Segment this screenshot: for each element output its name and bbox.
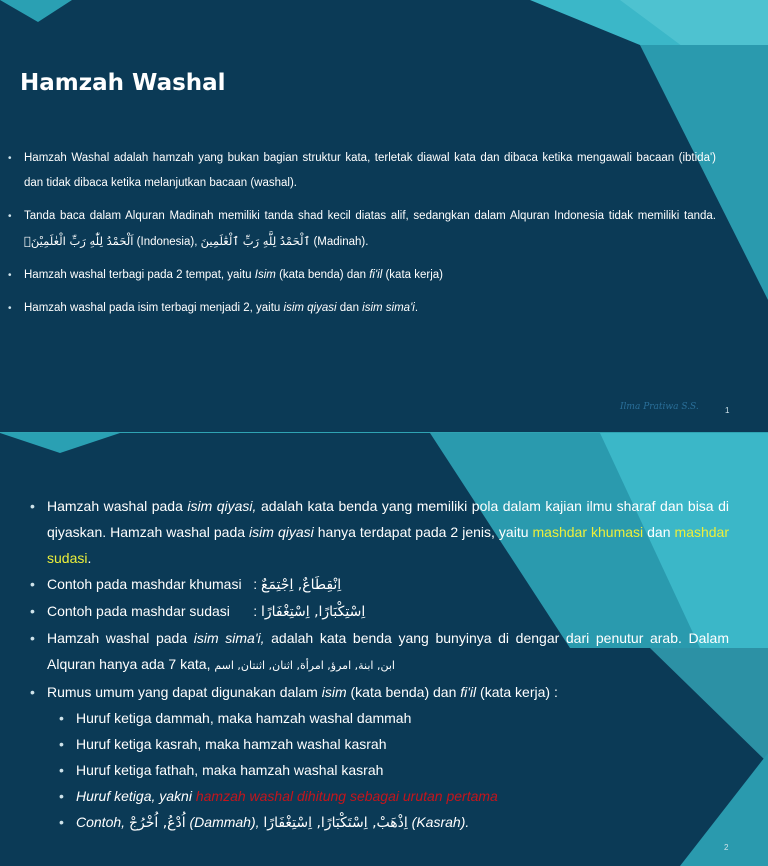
bullet-text: Rumus umum yang dapat digunakan dalam (47, 684, 322, 700)
italic-term: fi'il (369, 269, 383, 281)
bullet-text: Contoh pada mashdar sudasi : (47, 603, 262, 619)
bullet-item (47, 598, 729, 625)
italic-term: isim qiyasi, (187, 498, 257, 514)
italic-term: isim sima'i, (193, 630, 265, 646)
sub-bullet-item: • Huruf ketiga dammah, maka hamzah washal dammah (76, 705, 729, 731)
sub-bullet-item: • Huruf ketiga fathah, maka hamzah washal kasrah (76, 757, 729, 783)
arabic-text: ابن, ابنة, امرؤ, امرأة, اثنان, اثنتان, اسم (214, 659, 395, 672)
bullet-text: Contoh pada mashdar khumasi : (47, 576, 262, 592)
bullet-text: (kata kerja) : (476, 684, 558, 700)
author-signature: Ilma Pratiwa S.S. (620, 402, 699, 412)
bullet-text: (Indonesia), (133, 236, 201, 248)
highlight-term: mashdar sudasi (47, 524, 729, 566)
bullet-text: (kata benda) dan (275, 269, 370, 281)
bullet-text: adalah kata benda yang memiliki pola dalam kajian ilmu sharaf dan bisa di qiyaskan. Hamzah washal pada (47, 498, 729, 540)
bullet-item (47, 679, 729, 836)
bullet-item (47, 625, 729, 679)
italic-term: isim qiyasi (283, 302, 337, 314)
bullet-text: Tanda baca dalam Alquran Madinah memiliki tanda shad kecil diatas alif, sedangkan dalam Alquran Indonesia tidak memiliki tanda. (24, 210, 716, 222)
bullet-text: Hamzah washal terbagi pada 2 tempat, yaitu (24, 269, 255, 281)
slide-1 (0, 0, 768, 432)
sub-bullet-item (76, 809, 729, 836)
bullet-text: Contoh, (76, 814, 129, 830)
italic-term: Isim (254, 269, 276, 281)
top-left-triangle (0, 433, 120, 453)
italic-term: isim sima'i (362, 302, 415, 314)
bullet-list (24, 146, 716, 329)
arabic-text: ٱلْحَمْدُ لِلَّهِ رَبِّ ٱلْعَٰلَمِينَ (200, 234, 311, 248)
bullet-text: Hamzah Washal adalah hamzah yang bukan bagian struktur kata, terletak diawal kata dan dibaca ketika mengawali bacaan (ibtida') dan tidak dibaca ketika melanjutkan bacaan (washal). (24, 152, 716, 189)
bullet-text: Huruf ketiga, yakni (76, 788, 196, 804)
bullet-text: . (87, 550, 92, 566)
bullet-item (24, 296, 716, 321)
bullet-text: dan (336, 302, 363, 314)
bullet-text: hanya terdapat pada 2 jenis, yaitu (313, 524, 533, 540)
slide-2 (0, 433, 768, 866)
bullet-text: adalah kata benda yang bunyinya di dengar dari penutur arab. Dalam Alquran hanya ada 7 kata, (47, 630, 729, 672)
arabic-text: اُدْعُ, اُخْرُجْ (128, 815, 186, 831)
bullet-text: dan (643, 524, 675, 540)
bullet-text: Hamzah washal pada (47, 498, 188, 514)
highlight-term: mashdar khumasi (532, 524, 644, 540)
italic-term: isim (321, 684, 347, 700)
bullet-text: (Kasrah). (407, 814, 470, 830)
bullet-text: (kata kerja) (382, 269, 443, 281)
sub-bullet-item (76, 783, 729, 809)
bullet-item (47, 493, 729, 571)
bullet-text: Hamzah washal pada (47, 630, 194, 646)
slide-title: Hamzah Washal (20, 70, 226, 96)
page-number: 2 (724, 843, 729, 852)
bullet-text: (kata benda) dan (346, 684, 461, 700)
arabic-text: اِسْتِكْبَارًا, اِسْتِغْفَارًا (261, 604, 366, 620)
italic-term: fi'il (460, 684, 477, 700)
bullet-list (47, 493, 729, 836)
highlight-term: hamzah washal dihitung sebagai urutan pertama (195, 788, 498, 804)
sub-bullet-item: • Huruf ketiga kasrah, maka hamzah washal kasrah (76, 731, 729, 757)
bullet-item (24, 204, 716, 255)
bullet-text: (Dammah), (185, 814, 264, 830)
arabic-text: اَلْحَمْدُ لِلّٰهِ رَبِّ الْعٰلَمِيْنَۙ (24, 234, 134, 248)
bullet-text: Hamzah washal pada isim terbagi menjadi 2, yaitu (24, 302, 284, 314)
page-number: 1 (725, 406, 730, 415)
sub-bullet-list (76, 705, 729, 836)
bullet-item (24, 146, 716, 196)
bullet-item (47, 571, 729, 598)
bullet-text: (Madinah). (310, 236, 369, 248)
bullet-item (24, 263, 716, 288)
bullet-text: . (414, 302, 419, 314)
top-left-triangle (0, 0, 72, 22)
arabic-text: اِذْهَبْ, اِسْتَكْبَارًا, اِسْتِغْفَارًا (263, 815, 408, 831)
italic-term: isim qiyasi (249, 524, 314, 540)
arabic-text: اِنْقِطَاعٌ, اِجْتِمَعٌ (261, 577, 342, 593)
